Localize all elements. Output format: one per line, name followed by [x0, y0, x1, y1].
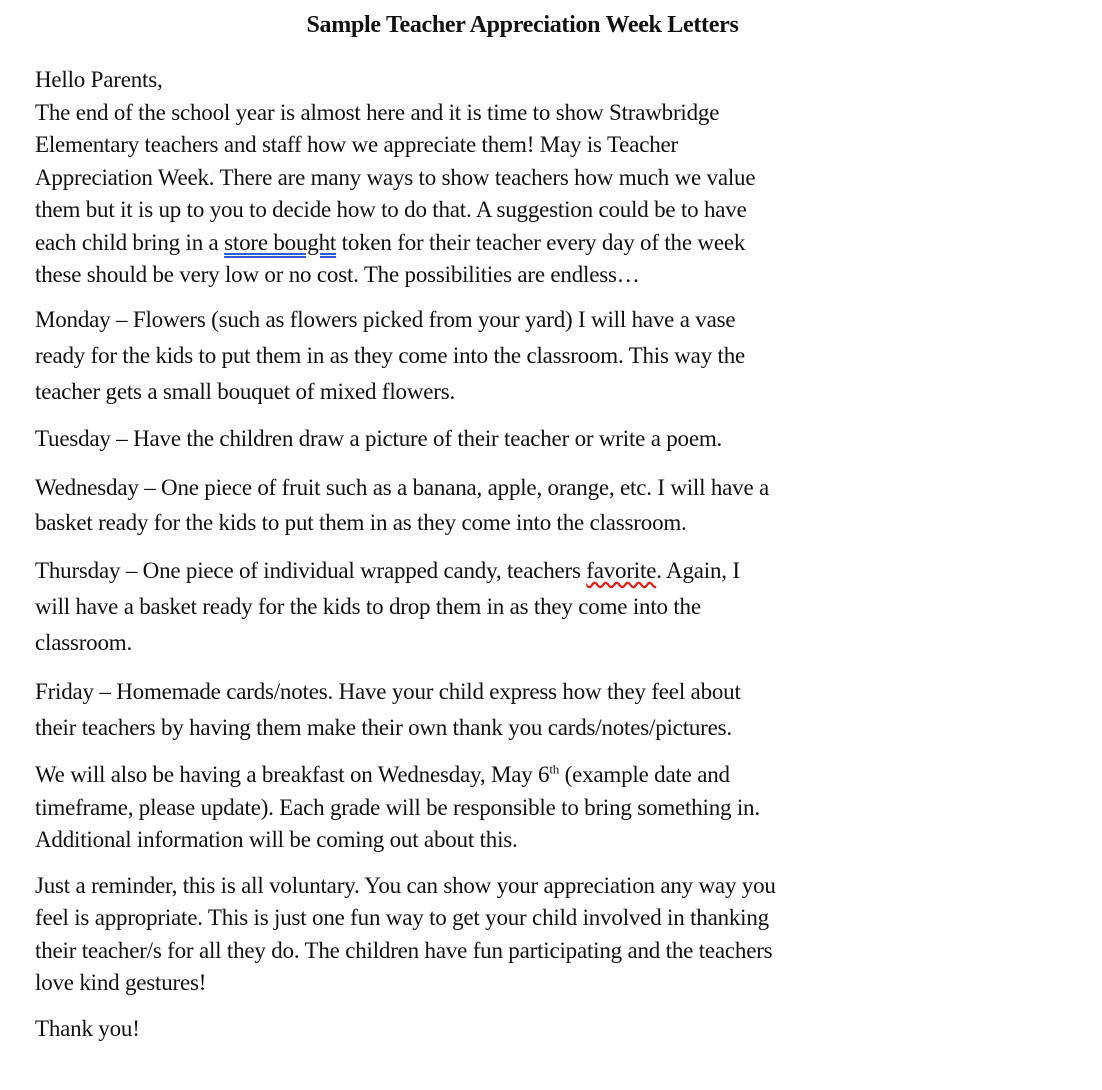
greeting: Hello Parents,	[35, 67, 163, 92]
thursday-line: classroom.	[35, 630, 133, 655]
friday-line: their teachers by having them make their own thank you cards/notes/pictures.	[35, 715, 732, 740]
closing: Thank you!	[35, 1015, 140, 1041]
intro-paragraph	[35, 64, 945, 292]
monday-line: Monday – Flowers (such as flowers picked from your yard) I will have a vase	[35, 306, 736, 332]
ordinal-suffix: th	[549, 761, 560, 777]
thursday-text: . Again, I	[656, 558, 740, 583]
reminder-line: feel is appropriate. This is just one fun way to get your child involved in thanking	[35, 905, 769, 930]
monday-line: ready for the kids to put them in as they come into the classroom. This way the	[35, 342, 746, 368]
breakfast-text: We will also be having a breakfast on Wednesday, May 6	[35, 762, 550, 787]
friday-paragraph	[35, 674, 945, 746]
wednesday-line: basket ready for the kids to put them in as they come into the classroom.	[35, 510, 687, 535]
thursday-line	[35, 553, 945, 589]
reminder-line: love kind gestures!	[35, 970, 207, 995]
intro-line: these should be very low or no cost. The possibilities are endless…	[35, 262, 640, 287]
breakfast-line: Additional information will be coming out about this.	[35, 827, 518, 852]
breakfast-text: (example date and	[559, 762, 730, 787]
monday-paragraph	[35, 302, 945, 410]
breakfast-paragraph	[35, 759, 945, 857]
intro-line: The end of the school year is almost here and it is time to show Strawbridge	[35, 99, 720, 125]
reminder-line: their teacher/s for all they do. The children have fun participating and the teachers	[35, 937, 773, 963]
intro-text: each child bring in a	[35, 229, 225, 255]
intro-line	[35, 227, 945, 260]
intro-text: token for their teacher every day of the week	[336, 229, 746, 255]
intro-line: Appreciation Week. There are many ways to show teachers how much we value	[35, 164, 756, 190]
friday-line: Friday – Homemade cards/notes. Have your child express how they feel about	[35, 679, 741, 704]
breakfast-line	[35, 759, 945, 792]
reminder-line: Just a reminder, this is all voluntary. You can show your appreciation any way you	[35, 872, 776, 898]
letter-body	[35, 64, 945, 1058]
grammar-flagged-text[interactable]: store bought	[224, 229, 337, 255]
breakfast-line: timeframe, please update). Each grade will be responsible to bring something in.	[35, 794, 760, 820]
spelling-flagged-text[interactable]: favorite	[586, 558, 657, 583]
document-title: Sample Teacher Appreciation Week Letters	[306, 12, 739, 38]
tuesday-paragraph	[35, 423, 945, 456]
wednesday-line: Wednesday – One piece of fruit such as a banana, apple, orange, etc. I will have a	[35, 475, 770, 500]
monday-line: teacher gets a small bouquet of mixed flowers.	[35, 378, 455, 404]
thursday-text: Thursday – One piece of individual wrapped candy, teachers	[35, 558, 587, 583]
closing-paragraph	[35, 1013, 945, 1046]
tuesday-line: Tuesday – Have the children draw a picture of their teacher or write a poem.	[35, 425, 723, 451]
intro-line: Elementary teachers and staff how we appreciate them! May is Teacher	[35, 132, 678, 157]
wednesday-paragraph	[35, 470, 945, 540]
reminder-paragraph	[35, 870, 945, 1000]
intro-line: them but it is up to you to decide how to do that. A suggestion could be to have	[35, 197, 747, 222]
thursday-paragraph	[35, 553, 945, 661]
thursday-line: will have a basket ready for the kids to drop them in as they come into the	[35, 594, 701, 619]
